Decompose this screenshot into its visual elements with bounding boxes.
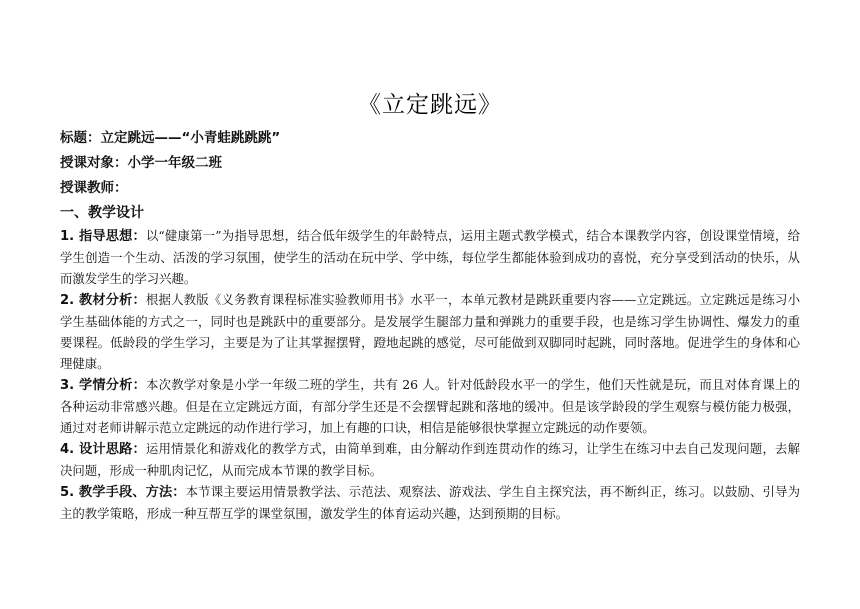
meta-block bbox=[60, 126, 800, 226]
paragraph-student-analysis bbox=[60, 374, 800, 438]
paragraph-block bbox=[60, 225, 800, 524]
audience-line: 授课对象：小学一年级二班 bbox=[60, 155, 222, 171]
paragraph-design-ideas bbox=[60, 438, 800, 481]
paragraph-text: 以“健康第一”为指导思想，结合低年级学生的年龄特点，运用主题式教学模式，结合本课教学内容，创设课堂情境，给学生创造一个生动、活泼的学习氛围，使学生的活动在玩中学、学中练，每位学生都能体验到成功的喜悦，充分享受到活动的快乐，从而激发学生的学习兴趣。 bbox=[60, 228, 801, 286]
paragraph-material-analysis bbox=[60, 289, 800, 374]
paragraph-text: 运用情景化和游戏化的教学方式，由简单到难，由分解动作到连贯动作的练习，让学生在练习中去自己发现问题，去解决问题，形成一种肌肉记忆，从而完成本节课的教学目标。 bbox=[60, 441, 801, 478]
paragraph-guiding-ideology bbox=[60, 225, 800, 289]
topic-line: 标题：立定跳远——“小青蛙跳跳跳” bbox=[60, 130, 281, 146]
paragraph-lead: 2. 教材分析： bbox=[60, 293, 146, 308]
document-title: 《立定跳远》 bbox=[358, 92, 502, 118]
paragraph-text: 本次教学对象是小学一年级二班的学生，共有 26 人。针对低龄段水平一的学生，他们天性就是玩，而且对体育课上的各种运动非常感兴趣。但是在立定跳远方面，有部分学生还是不会摆臂起跳和落地的缓冲。但是该学龄段的学生观察与模仿能力极强，通过对老师讲解示范立定跳远的动作进行学习，加上有趣的口诀，相信是能够很快掌握立定跳远的动作要领。 bbox=[60, 377, 800, 435]
paragraph-lead: 4. 设计思路： bbox=[60, 442, 146, 457]
teacher-line: 授课教师： bbox=[60, 180, 128, 196]
paragraph-lead: 1. 指导思想： bbox=[60, 229, 146, 244]
paragraph-lead: 5. 教学手段、方法： bbox=[60, 485, 186, 500]
section-heading: 一、教学设计 bbox=[60, 205, 144, 221]
paragraph-text: 根据人教版《义务教育课程标准实验教师用书》水平一，本单元教材是跳跃重要内容——立定跳远。立定跳远是练习小学生基础体能的方式之一，同时也是跳跃中的重要部分。是发展学生腿部力量和弹跳力的重要手段，也是练习学生协调性、爆发力的重要课程。低龄段的学生学习，主要是为了让其掌握摆臂，蹬地起跳的感觉，尽可能做到双脚同时起跳，同时落地。促进学生的身体和心理健康。 bbox=[60, 292, 800, 371]
paragraph-teaching-methods bbox=[60, 481, 800, 524]
paragraph-lead: 3. 学情分析： bbox=[60, 378, 146, 393]
paragraph-text: 本节课主要运用情景教学法、示范法、观察法、游戏法、学生自主探究法，再不断纠正，练习。以鼓励、引导为主的教学策略，形成一种互帮互学的课堂氛围，激发学生的体育运动兴趣，达到预期的目标。 bbox=[60, 484, 801, 521]
